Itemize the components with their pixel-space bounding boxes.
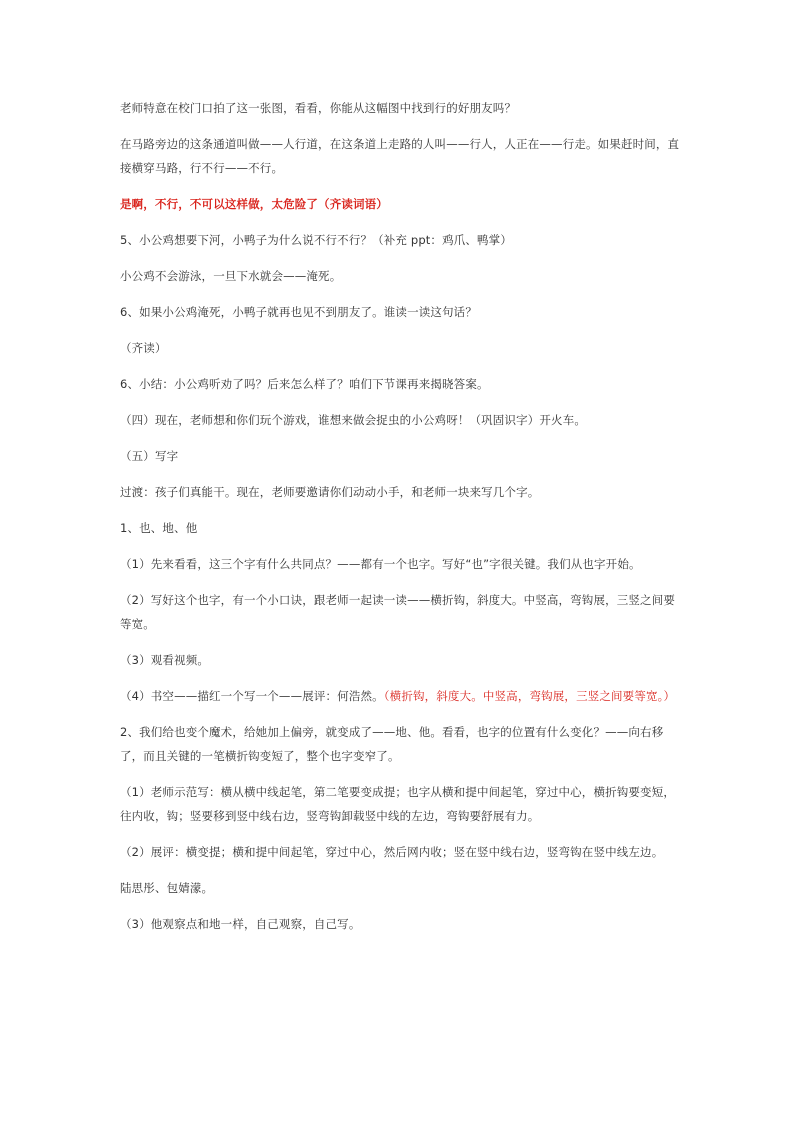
- document-page: [120, 96, 680, 948]
- paragraph-magic-radical: 2、我们给也变个魔术，给她加上偏旁，就变成了——地、他。看看，也字的位置有什么变化？——向右移了，而且关键的一笔横折钩变短了，整个也字变窄了。: [120, 725, 664, 763]
- paragraph-step-3-self-write: （3）他观察点和地一样，自己观察，自己写。: [120, 917, 361, 931]
- paragraph-step-1-common: （1）先来看看，这三个字有什么共同点？——都有一个也字。写好“也”字很关键。我们从也字开始。: [120, 557, 641, 571]
- practice-text: （4）书空——描红一个写一个——展评：何浩然。: [120, 689, 384, 703]
- paragraph-read-together: （齐读）: [120, 341, 167, 355]
- paragraph-characters-list: 1、也、地、他: [120, 521, 198, 535]
- paragraph-evaluation: （2）展评：横变提；横和提中间起笔，穿过中心，然后网内收；竖在竖中线右边，竖弯钩在竖中线左边。: [120, 845, 664, 859]
- paragraph-item-6-read: 6、如果小公鸡淹死，小鸭子就再也见不到朋友了。谁读一读这句话？: [120, 305, 477, 319]
- paragraph-summary: 6、小结：小公鸡听劝了吗？后来怎么样了？咱们下节课再来揭晓答案。: [120, 377, 489, 391]
- paragraph-step-2-rhyme: （2）写好这个也字，有一个小口诀，跟老师一起读一读——横折钩，斜度大。中竖高，弯钩展，三竖之间要等宽。: [120, 593, 676, 631]
- paragraph-intro-photo: 老师特意在校门口拍了这一张图，看看，你能从这幅图中找到行的好朋友吗？: [120, 101, 517, 115]
- paragraph-item-5: 5、小公鸡想要下河，小鸭子为什么说不行不行？（补充 ppt：鸡爪、鸭掌）: [120, 233, 512, 247]
- paragraph-danger-emphasis: 是啊，不行，不可以这样做，太危险了（齐读词语）: [120, 197, 388, 211]
- paragraph-cannot-swim: 小公鸡不会游泳，一旦下水就会——淹死。: [120, 269, 342, 283]
- paragraph-teacher-demo: （1）老师示范写：横从横中线起笔，第二笔要变成提；也字从横和提中间起笔，穿过中心，横折钩要变短，往内收，钩；竖要移到竖中线右边，竖弯钩卸载竖中线的左边，弯钩要舒展有力。: [120, 785, 676, 823]
- paragraph-step-3-video: （3）观看视频。: [120, 653, 210, 667]
- paragraph-section-4-game: （四）现在，老师想和你们玩个游戏，谁想来做会捉虫的小公鸡呀！（巩固识字）开火车。: [120, 413, 586, 427]
- practice-rhyme-red: （横折钩，斜度大。中竖高，弯钩展，三竖之间要等宽。）: [383, 689, 676, 703]
- paragraph-sidewalk: 在马路旁边的这条通道叫做——人行道，在这条道上走路的人叫——行人，人正在——行走。如果赶时间，直接横穿马路，行不行——不行。: [120, 137, 680, 175]
- paragraph-step-4-practice: [120, 684, 680, 708]
- paragraph-section-5-heading: （五）写字: [120, 449, 179, 463]
- paragraph-transition: 过渡：孩子们真能干。现在，老师要邀请你们动动小手，和老师一块来写几个字。: [120, 485, 540, 499]
- paragraph-student-names: 陆思彤、包婧濛。: [120, 881, 214, 895]
